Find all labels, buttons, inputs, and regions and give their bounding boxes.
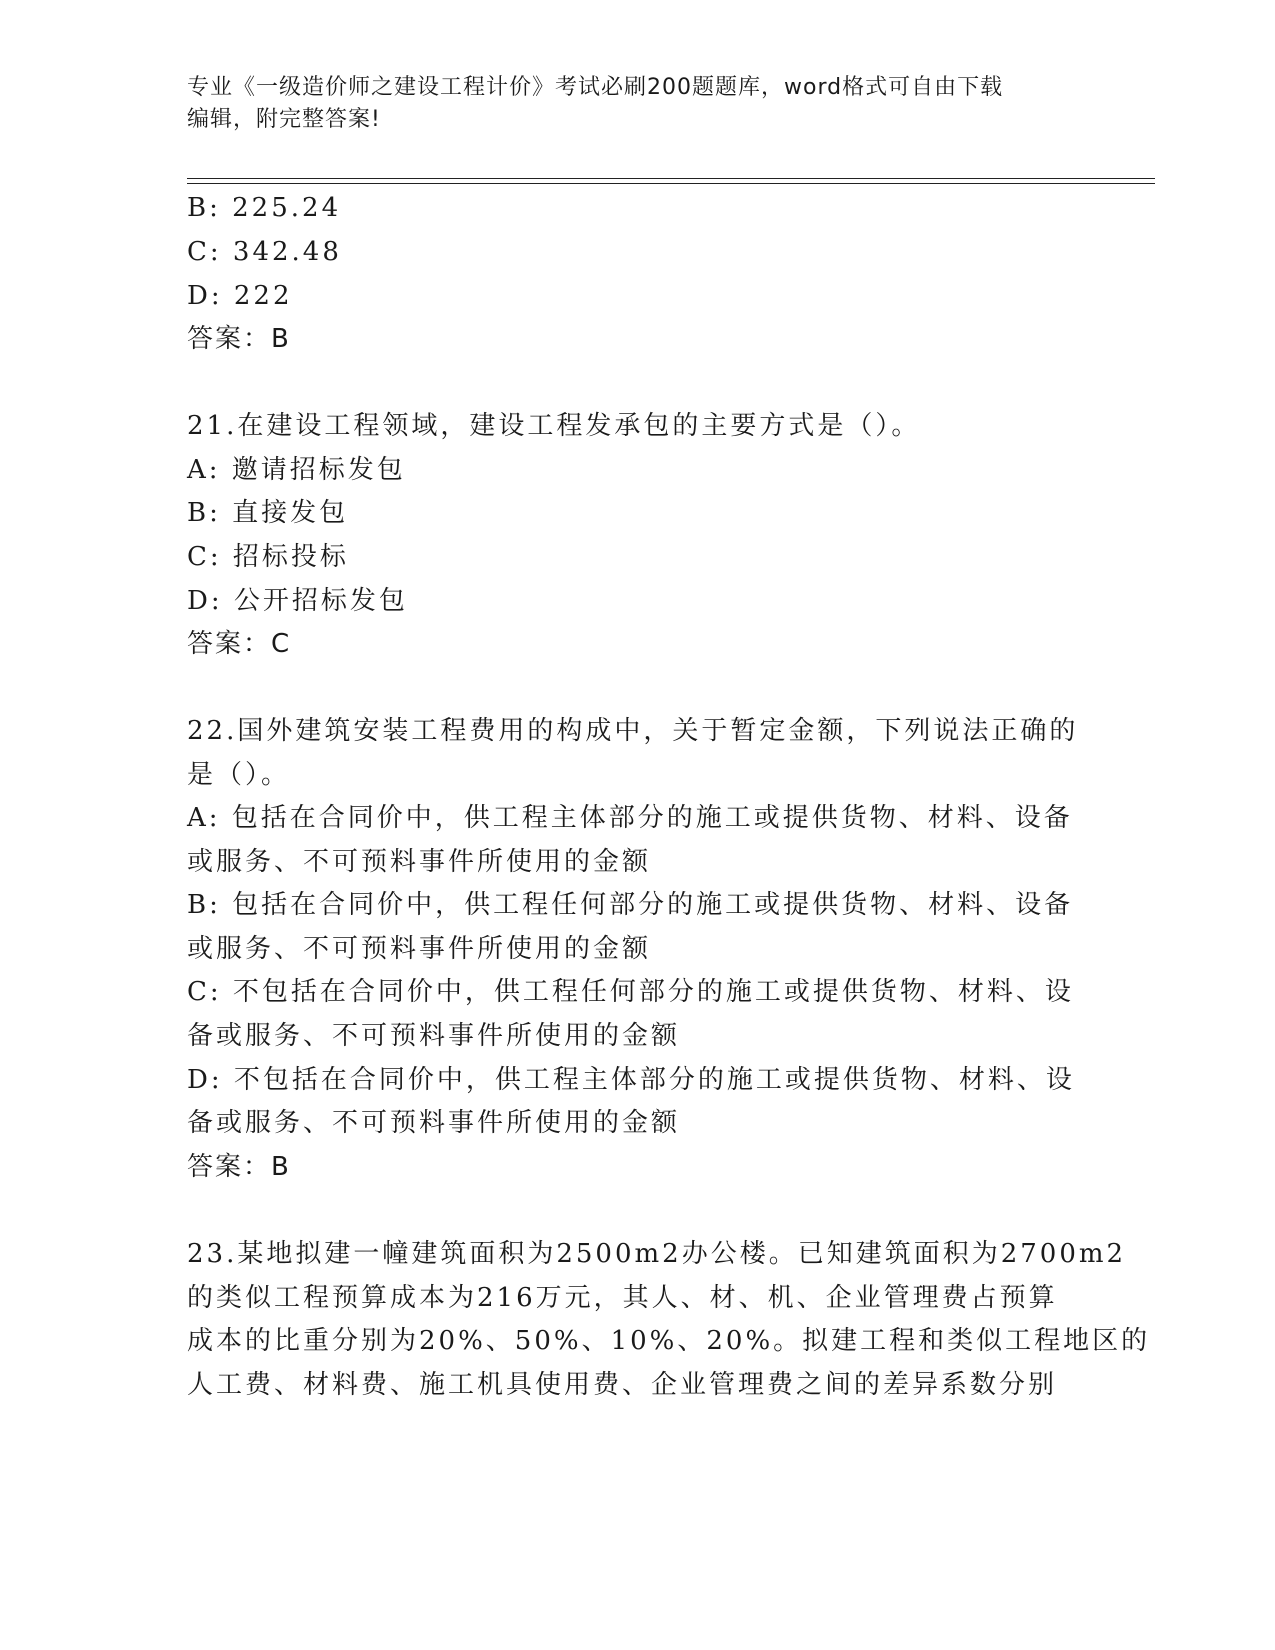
q22-option-d-line-2: 备或服务、不可预料事件所使用的金额 [187,1108,681,1138]
q21-option-a: A: 邀请招标发包 [187,455,406,485]
q21-question: 21.在建设工程领域，建设工程发承包的主要方式是（）。 [187,411,921,441]
q21-option-d: D: 公开招标发包 [187,586,408,616]
header-rule-top [187,178,1155,179]
header-line-1: 专业《一级造价师之建设工程计价》考试必刷200题题库，word格式可自由下载 [187,75,1004,100]
q20-answer: 答案：B [187,324,291,354]
q20-option-b: B: 225.24 [187,193,342,223]
q22-option-c-line-2: 备或服务、不可预料事件所使用的金额 [187,1021,681,1051]
q21-option-b: B: 直接发包 [187,498,349,528]
q22-answer: 答案：B [187,1152,291,1182]
q22-option-a-line-2: 或服务、不可预料事件所使用的金额 [187,847,652,877]
q22-option-b-line-1: B: 包括在合同价中，供工程任何部分的施工或提供货物、材料、设备 [187,890,1074,920]
q23-question-line-1: 23.某地拟建一幢建筑面积为2500m2办公楼。已知建筑面积为2700m2 [187,1239,1127,1269]
q22-option-d-line-1: D: 不包括在合同价中，供工程主体部分的施工或提供货物、材料、设 [187,1065,1075,1095]
q22-option-a-line-1: A: 包括在合同价中，供工程主体部分的施工或提供货物、材料、设备 [187,803,1073,833]
q22-question-line-1: 22.国外建筑安装工程费用的构成中，关于暂定金额，下列说法正确的 [187,716,1079,746]
q20-option-d: D: 222 [187,281,293,311]
q22-question-line-2: 是（）。 [187,760,291,790]
q21-answer: 答案：C [187,629,292,659]
header-rule-bottom [187,183,1155,184]
q22-option-b-line-2: 或服务、不可预料事件所使用的金额 [187,934,652,964]
q23-question-line-3: 成本的比重分别为20%、50%、10%、20%。拟建工程和类似工程地区的 [187,1326,1151,1356]
q23-question-line-2: 的类似工程预算成本为216万元，其人、材、机、企业管理费占预算 [187,1283,1058,1313]
q20-option-c: C: 342.48 [187,237,342,267]
q23-question-line-4: 人工费、材料费、施工机具使用费、企业管理费之间的差异系数分别 [187,1370,1058,1400]
q21-option-c: C: 招标投标 [187,542,349,572]
header-line-2: 编辑，附完整答案! [187,107,381,132]
q22-option-c-line-1: C: 不包括在合同价中，供工程任何部分的施工或提供货物、材料、设 [187,977,1074,1007]
page-header [187,72,1067,136]
